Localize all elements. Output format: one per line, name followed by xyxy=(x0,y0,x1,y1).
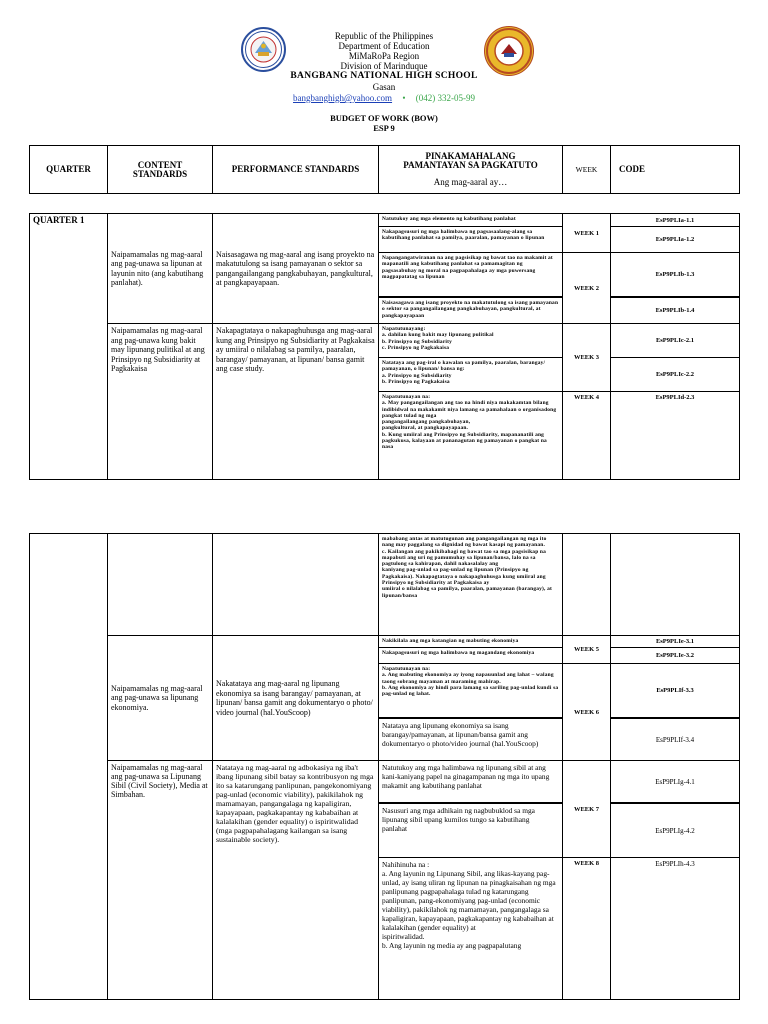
region-line: MiMaRoPa Region xyxy=(348,51,420,61)
week-3: WEEK 3 xyxy=(563,324,611,392)
performance-standard-d: Natataya ng mag-aaral ng adbokasiya ng iba't ibang lipunang sibil batay sa kontribusyon ng mga ito sa katarungang panlipunan, pangekonomiyang pag-unlad (economic viability), pakikilahok ng mamamayan, pangangalaga ng kapaligiran, kapayapaan, pagkakapantay ng kababaihan at kalalakihan (gender equality) o ispiritwalidad (mga pagpapahalagang kailangan sa isang sustainable society). xyxy=(213,761,379,1000)
competency-3-1: Nakikilala ang mga katangian ng mabuting ekonomiya xyxy=(379,636,563,648)
competency-header-title: PINAKAMAHALANG PAMANTAYAN SA PAGKATUTO xyxy=(403,151,538,170)
code-2-3: EsP9PLId-2.3 xyxy=(611,392,740,480)
content-standard-a: Naipamamalas ng mag-aaral ang pag-unawa sa lipunan at layunin nito (ang kabutihang panlahat). xyxy=(108,214,213,324)
col-quarter-header: QUARTER xyxy=(30,146,108,194)
competency-cont: mababang antas at matutugunan ang pangangailangan ng mga ito nang may paggalang sa dignidad ng bawat kasapi ng pamayanan. c. Kailangan ang pakikibahagi ng bawat tao sa mga pagsisikap na mapabuti ang uri ng pamumuhay sa lipunan/bansa, lalo na sa pagtulong sa kahirapan, dahil nakasalalay ang kaniyang pag-unlad sa pag-unlad ng lipunan (Prinsipyo ng Pagkakaisa). Nakapagtataya o nakapaghuhusga kung umiiral ang Prinsipyo ng Subsidiarity at Pagkakaisa ay umiiral o nilalabag sa pamilya, paaralan, pamayanan (barangay), at lipunan/bansa xyxy=(379,534,563,636)
performance-cont-empty xyxy=(213,534,379,636)
week-2: WEEK 2 xyxy=(563,253,611,324)
col-performance-header: PERFORMANCE STANDARDS xyxy=(213,146,379,194)
week-1: WEEK 1 xyxy=(563,214,611,253)
code-2-2: EsP9PLIc-2.2 xyxy=(611,358,740,392)
content-cont-empty xyxy=(108,534,213,636)
week-cont-empty xyxy=(563,534,611,636)
code-4-2: EsP9PLIg-4.2 xyxy=(611,804,740,858)
school-name: BANGBANG NATIONAL HIGH SCHOOL xyxy=(290,71,478,81)
competency-1-4: Naisasagawa ang isang proyekto na makatutulong sa isang pamayanan o sektor sa pangangailangang pangkabuhayan, pangkultural, at pangkapayapaan xyxy=(379,298,563,324)
col-competency-header xyxy=(379,146,563,194)
phone-number: (042) 332-05-99 xyxy=(415,93,475,103)
town-line: Gasan xyxy=(372,82,396,92)
competency-2-3: Napatutunayan na: a. May pangangailangan ang tao na hindi niya makakamtan bilang indibidwal na makakamit niya lamang sa pamahalaan o organisadong pangkat tulad ng mga pangangailangang pangkabuhayan, pangkultural, at pangkapayapaan. b. Kung umiiral ang Prinsipyo ng Subsidiarity, mapananatili ang pagkukusa, kalayaan at pananagutan ng pamayanan o pangkat na nasa xyxy=(379,392,563,480)
competency-1-3: Napangangatwiranan na ang pagsisikap ng bawat tao na makamit at mapanatili ang kabutihang panlahat sa pamamagitan ng pagsasabuhay ng moral na pagpapahalaga ay mga puwersang magpapatatag sa lipunan xyxy=(379,253,563,297)
competency-3-2: Nakapagsusuri ng mga halimbawa ng magandang ekonomiya xyxy=(379,648,563,664)
department-line: Department of Education xyxy=(338,41,430,51)
code-4-3: EsP9PLIh-4.3 xyxy=(611,858,740,1000)
continuation-table xyxy=(29,533,740,1000)
code-4-1: EsP9PLIg-4.1 xyxy=(611,761,740,803)
quarter1-table xyxy=(29,213,740,480)
content-standard-d: Naipamamalas ng mag-aaral ang pag-unawa sa Lipunang Sibil (Civil Society), Media at Simbahan. xyxy=(108,761,213,1000)
code-cont-empty xyxy=(611,534,740,636)
code-1-1: EsP9PLIa-1.1 xyxy=(611,214,740,227)
performance-standard-c: Nakatataya ang mag-aaral ng lipunang ekonomiya sa isang barangay/ pamayanan, at lipunan/ bansa gamit ang dokumentaryo o photo/ video journal (hal.YouScoop) xyxy=(213,636,379,761)
division-line: Division of Marinduque xyxy=(340,61,428,71)
col-content-header: CONTENT STANDARDS xyxy=(108,146,213,194)
code-3-3: EsP9PLIf-3.3 xyxy=(611,664,740,718)
header-table xyxy=(29,145,740,194)
republic-line: Republic of the Philippines xyxy=(334,31,434,41)
code-2-1: EsP9PLIc-2.1 xyxy=(611,324,740,358)
competency-1-1: Natutukoy ang mga elemento ng kabutihang panlahat xyxy=(379,214,563,227)
competency-3-4: Natataya ang lipunang ekonomiya sa isang barangay/pamayanan, at lipunan/bansa gamit ang dokumentaryo o photo/video journal (hal.YouScoop) xyxy=(379,719,563,761)
content-standard-b: Naipamamalas ng mag-aaral ang pag-unawa kung bakit may lipunang pulitikal at ang Prinsipyo ng Subsidiarity at Pagkakaisa xyxy=(108,324,213,480)
quarter-cell-empty xyxy=(30,534,108,1000)
separator-bullet: • xyxy=(402,93,406,103)
week-5: WEEK 5 xyxy=(563,636,611,664)
week-4: WEEK 4 xyxy=(563,392,611,480)
week-7: WEEK 7 xyxy=(563,761,611,858)
code-1-2: EsP9PLIa-1.2 xyxy=(611,227,740,253)
code-1-3: EsP9PLIb-1.3 xyxy=(611,253,740,297)
competency-4-1: Natutukoy ang mga halimbawa ng lipunang sibil at ang kani-kaniyang papel na ginagampanan ng mga ito upang makamit ang kabutihang panlahat xyxy=(379,761,563,803)
competency-4-2: Nasusuri ang mga adhikain ng nagbubuklod sa mga lipunang sibil upang kumilos tungo sa kabutihang panlahat xyxy=(379,804,563,858)
quarter1-label: QUARTER 1 xyxy=(30,214,108,480)
performance-standard-a: Naisasagawa ng mag-aaral ang isang proyekto na makatutulong sa isang pamayanan o sektor sa pangangailangang pangkabuhayan, pangkultural, at pangkapayapaan. xyxy=(213,214,379,324)
competency-1-2: Nakapagsusuri ng mga halimbawa ng pagsasaalang-alang sa kabutihang panlahat sa pamilya, paaralan, pamayanan o lipunan xyxy=(379,227,563,253)
performance-standard-b: Nakapagtataya o nakapaghuhusga ang mag-aaral kung ang Prinsipyo ng Subsidiarity at Pagkakaisa ay umiiral o nilalabag sa pamilya, paaralan, barangay/ pamayanan, at lipunan/ bansa gamit ang case study. xyxy=(213,324,379,480)
competency-2-1: Napatutunayang: a. dahilan kung bakit may lipunang pulitikal b. Prinsipyo ng Subsidiarity c. Prinsipyo ng Pagkakaisa xyxy=(379,324,563,358)
week-8: WEEK 8 xyxy=(563,858,611,1000)
code-3-2: EsP9PLIe-3.2 xyxy=(611,648,740,664)
week-6: WEEK 6 xyxy=(563,664,611,761)
competency-3-3: Napatutunayan na: a. Ang mabuting ekonomiya ay iyong napauunlad ang lahat – walang taong sobrang mayaman at maraming mahirap. b. Ang ekonomiya ay hindi para lamang sa sariling pag-unlad kundi sa pag-unlad ng lahat. xyxy=(379,664,563,718)
col-code-header: CODE xyxy=(611,146,740,194)
code-1-4: EsP9PLIb-1.4 xyxy=(611,298,740,324)
doc-title: BUDGET OF WORK (BOW) xyxy=(330,113,438,123)
col-week-header: WEEK xyxy=(563,146,611,194)
email-link[interactable]: bangbanghigh@yahoo.com xyxy=(293,93,393,103)
code-3-1: EsP9PLIe-3.1 xyxy=(611,636,740,648)
competency-4-3: Nahihinuha na : a. Ang layunin ng Lipunang Sibil, ang likas-kayang pag-unlad, ay isang uliran ng lipunan na pinagkaisahan ng mga panlipunang pagpapahalaga tulad ng katarungang panlipunan, pang-ekonomiyang pag-unlad (economic viability), pakikilahok ng mamamayan, pangangalaga sa kapaligiran, kapayapaan, pagkakapantay ng kababaihan at kalalakihan (gender equality) at ispiritwalidad. b. Ang layunin ng media ay ang pagpapalutang xyxy=(379,858,563,1000)
contact-line xyxy=(0,93,768,103)
content-standard-c: Naipamamalas ng mag-aaral ang pag-unawa sa lipunang ekonomiya. xyxy=(108,636,213,761)
subject-title: ESP 9 xyxy=(373,123,395,133)
competency-header-sub: Ang mag-aaral ay… xyxy=(433,177,508,187)
competency-2-2: Natataya ang pag-iral o kawalan sa pamilya, paaralan, barangay/ pamayanan, o lipunan/ bansa ng: a. Prinsipyo ng Subsidiarity b. Prinsipyo ng Pagkakaisa xyxy=(379,358,563,392)
code-3-4: EsP9PLIf-3.4 xyxy=(611,719,740,761)
